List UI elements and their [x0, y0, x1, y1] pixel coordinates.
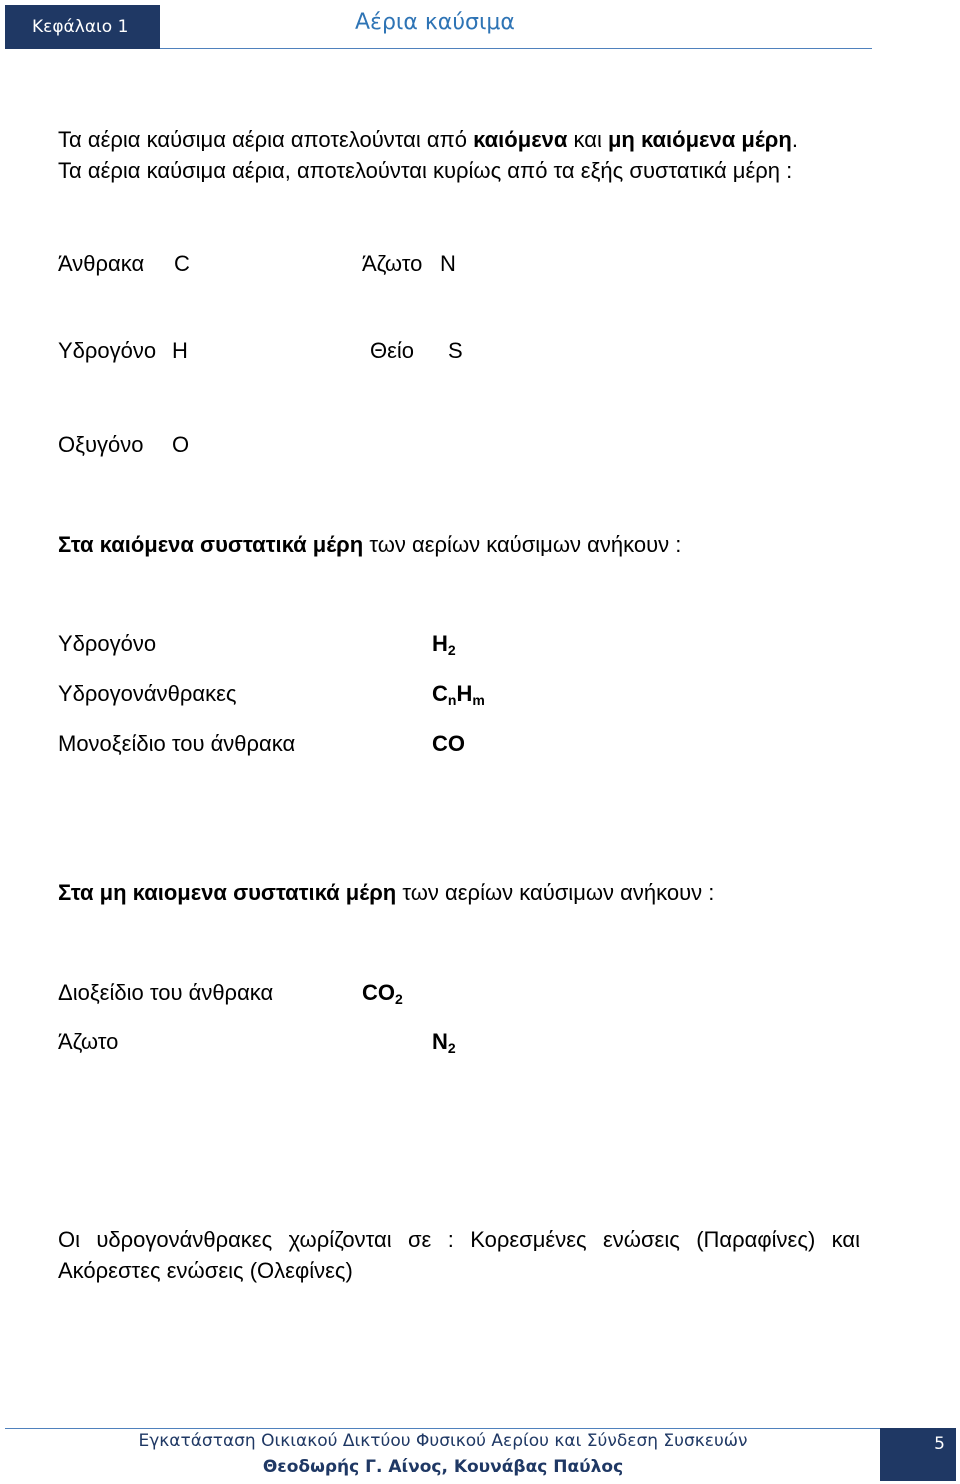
element-name: Άνθρακα — [58, 251, 145, 276]
component-formula: $H_2$ — [432, 631, 456, 658]
word: (Παραφίνες) — [696, 1227, 816, 1252]
hydrocarbons-line-1 — [58, 1224, 860, 1255]
element-name: Θείο — [370, 338, 415, 363]
word: σε — [407, 1227, 432, 1252]
component-name: Άζωτο — [58, 1029, 119, 1054]
component-formula: $N_2$ — [432, 1029, 456, 1056]
component-formula: $CO_2$ — [362, 980, 403, 1007]
element-symbol: C — [174, 251, 190, 276]
word: : — [447, 1227, 454, 1252]
footer-course-title: Εγκατάσταση Οικιακού Δικτύου Φυσικού Αερίου και Σύνδεση Συσκευών — [138, 1431, 748, 1451]
header-divider — [160, 48, 872, 49]
word: ενώσεις — [602, 1227, 680, 1252]
element-name: Υδρογόνο — [58, 338, 157, 363]
component-name: Υδρογονάνθρακες — [58, 681, 237, 706]
component-formula: $C_nH_m$ — [432, 681, 485, 708]
word: υδρογονάνθρακες — [96, 1227, 273, 1252]
element-name: Οξυγόνο — [58, 432, 144, 457]
element-name: Άζωτο — [362, 251, 423, 276]
combustible-heading: Στα καιόμενα συστατικά μέρη των αερίων καύσιμων ανήκουν : — [58, 532, 682, 557]
intro-line-1: Τα αέρια καύσιμα αέρια αποτελούνται από καιόμενα και μη καιόμενα μέρη. — [58, 127, 798, 152]
page-title: Αέρια καύσιμα — [355, 10, 515, 35]
noncombustible-heading: Στα μη καιομενα συστατικά μέρη των αερίων καύσιμων ανήκουν : — [58, 880, 715, 905]
element-symbol: O — [172, 432, 190, 457]
page-number: 5 — [880, 1428, 956, 1481]
element-symbol: S — [448, 338, 463, 363]
word: και — [831, 1227, 860, 1252]
footer-authors: Θεοδωρής Γ. Αίνος, Κουνάβας Παύλος — [262, 1457, 624, 1477]
intro-line-2: Τα αέρια καύσιμα αέρια, αποτελούνται κυρίως από τα εξής συστατικά μέρη : — [58, 158, 793, 183]
word: χωρίζονται — [288, 1227, 392, 1252]
footer-divider — [5, 1428, 881, 1429]
component-formula: CO — [432, 731, 465, 756]
component-name: Διοξείδιο του άνθρακα — [58, 980, 274, 1005]
element-symbol: H — [172, 338, 188, 363]
word: Κορεσμένες — [470, 1227, 587, 1252]
component-name: Μονοξείδιο του άνθρακα — [58, 731, 296, 756]
component-name: Υδρογόνο — [58, 631, 157, 656]
element-symbol: N — [440, 251, 456, 276]
hydrocarbons-paragraph — [58, 1224, 860, 1286]
hydrocarbons-line-2: Ακόρεστες ενώσεις (Ολεφίνες) — [58, 1258, 353, 1283]
chapter-label: Κεφάλαιο 1 — [5, 5, 160, 49]
word: Οι — [58, 1227, 80, 1252]
